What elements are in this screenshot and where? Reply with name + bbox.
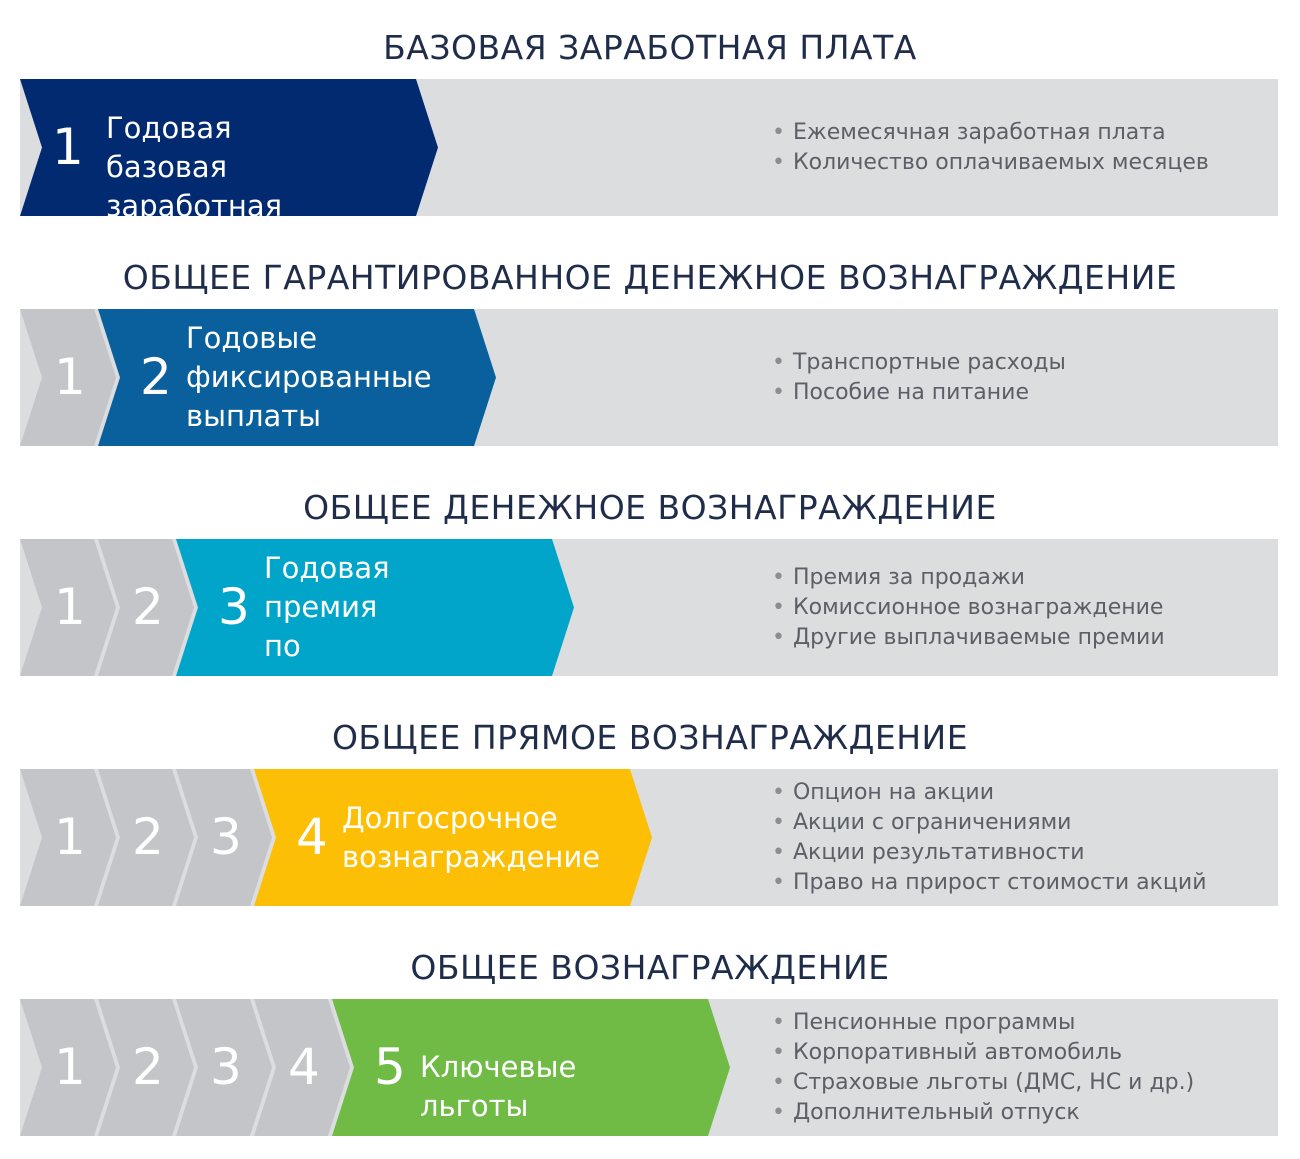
- step-number: 4: [296, 808, 328, 866]
- step-number: 1: [54, 578, 86, 636]
- section-title: БАЗОВАЯ ЗАРАБОТНАЯ ПЛАТА: [383, 28, 917, 67]
- bullet-item: • Пособие на питание: [772, 378, 1066, 408]
- section-title: ОБЩЕЕ ПРЯМОЕ ВОЗНАГРАЖДЕНИЕ: [331, 718, 969, 757]
- section-band: [20, 769, 1278, 906]
- bullet-item: • Транспортные расходы: [772, 348, 1066, 378]
- step-number: 1: [54, 1038, 86, 1096]
- step-label-line: выплаты: [186, 399, 322, 433]
- bullet-list: [772, 348, 1066, 408]
- step-number: 1: [54, 348, 86, 406]
- bullet-item: • Количество оплачиваемых месяцев: [772, 148, 1209, 178]
- bullet-item: • Корпоративный автомобиль: [772, 1038, 1194, 1068]
- step-number: 1: [54, 808, 86, 866]
- section-band: [20, 79, 1278, 262]
- bullet-item: • Страховые льготы (ДМС, НС и др.): [772, 1068, 1194, 1098]
- section-title: ОБЩЕЕ ГАРАНТИРОВАННОЕ ДЕНЕЖНОЕ ВОЗНАГРАЖДЕНИЕ: [122, 258, 1178, 297]
- step-label-line: фиксированные: [186, 360, 432, 394]
- step-number: 2: [140, 348, 172, 406]
- bullet-item: • Пенсионные программы: [772, 1008, 1194, 1038]
- bullet-item: • Акции с ограничениями: [772, 808, 1207, 838]
- section-band: [20, 309, 1278, 446]
- bullet-list: [772, 778, 1207, 898]
- step-label: [420, 1048, 576, 1126]
- step-label: [264, 549, 460, 744]
- bullet-list: [772, 1008, 1194, 1128]
- section-title: ОБЩЕЕ ВОЗНАГРАЖДЕНИЕ: [410, 948, 890, 987]
- step-number: 3: [210, 808, 242, 866]
- step-label-line: Годовая премия: [264, 551, 390, 624]
- bullet-list: [772, 563, 1165, 653]
- bullet-item: • Опцион на акции: [772, 778, 1207, 808]
- step-label: [106, 109, 282, 265]
- step-label-line: работы: [264, 707, 376, 741]
- section-title: ОБЩЕЕ ДЕНЕЖНОЕ ВОЗНАГРАЖДЕНИЕ: [303, 488, 997, 527]
- step-label: [186, 319, 432, 436]
- step-label-line: по результатам: [264, 629, 460, 702]
- step-number: 4: [288, 1038, 320, 1096]
- bullet-item: • Ежемесячная заработная плата: [772, 118, 1209, 148]
- step-number: 2: [132, 578, 164, 636]
- step-label-line: Годовые: [186, 321, 318, 355]
- bullet-item: • Премия за продажи: [772, 563, 1165, 593]
- section-band: [20, 999, 1278, 1136]
- bullet-list: [772, 118, 1209, 178]
- bullet-item: • Право на прирост стоимости акций: [772, 868, 1207, 898]
- step-number: 5: [374, 1038, 406, 1096]
- step-number: 3: [218, 578, 250, 636]
- bullet-item: • Другие выплачиваемые премии: [772, 623, 1165, 653]
- step-number: 3: [210, 1038, 242, 1096]
- step-number: 2: [132, 1038, 164, 1096]
- step-label-line: вознаграждение: [342, 840, 601, 874]
- step-number: 1: [52, 118, 84, 176]
- step-label-line: заработная плата: [106, 189, 283, 262]
- step-number: 2: [132, 808, 164, 866]
- bullet-item: • Комиссионное вознаграждение: [772, 593, 1165, 623]
- bullet-item: • Акции результативности: [772, 838, 1207, 868]
- step-label-line: Долгосрочное: [342, 801, 558, 835]
- bullet-item: • Дополнительный отпуск: [772, 1098, 1194, 1128]
- step-label: [342, 799, 600, 877]
- step-label-line: Ключевые льготы: [420, 1050, 577, 1123]
- step-label-line: Годовая базовая: [106, 111, 232, 184]
